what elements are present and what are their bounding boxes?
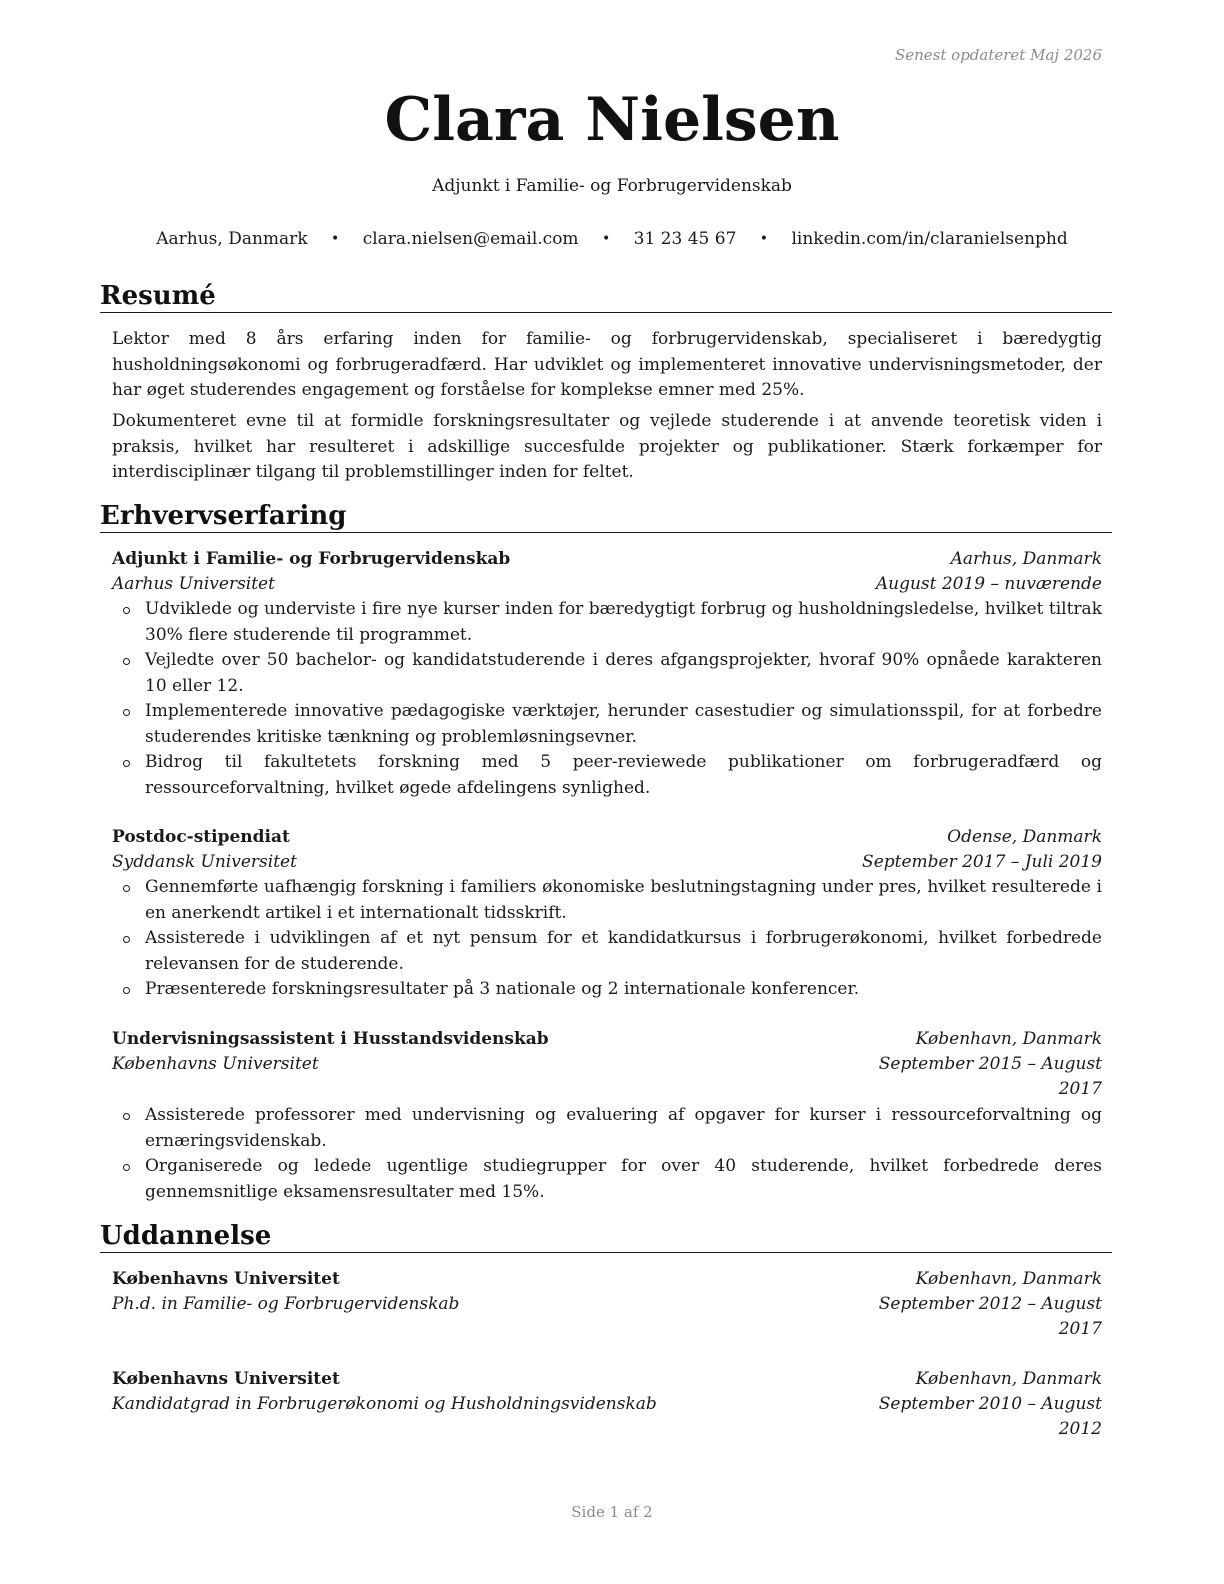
circle-bullet-icon bbox=[123, 658, 130, 665]
bullet-separator: • bbox=[601, 231, 611, 247]
list-item: Vejledte over 50 bachelor- og kandidatstuderende i deres afgangsprojekter, hvoraf 90% opnåede karakteren 10 eller 12. bbox=[112, 648, 1102, 699]
circle-bullet-icon bbox=[123, 709, 130, 716]
education-school: Københavns Universitet bbox=[112, 1369, 340, 1389]
job-location: Aarhus, Danmark bbox=[950, 549, 1102, 569]
list-item: Bidrog til fakultetets forskning med 5 peer-reviewede publikationer om forbrugeradfærd og ressourceforvaltning, hvilket øgede afdelingens synlighed. bbox=[112, 750, 1102, 801]
education-dates: 2012 bbox=[1058, 1419, 1102, 1439]
list-item: Assisterede professorer med undervisning og evaluering af opgaver for kurser i ressourceforvaltning og ernæringsvidenskab. bbox=[112, 1103, 1102, 1154]
job-dates: September 2015 – August bbox=[878, 1054, 1102, 1074]
job-bullets bbox=[112, 875, 1102, 1003]
candidate-name: Clara Nielsen bbox=[384, 85, 840, 155]
education-dates: 2017 bbox=[1058, 1319, 1102, 1339]
job-location: Odense, Danmark bbox=[947, 827, 1102, 847]
summary-paragraph: Lektor med 8 års erfaring inden for familie- og forbrugervidenskab, specialiseret i bæredygtig husholdningsøkonomi og forbrugeradfærd. Har udviklet og implementeret innovative undervisningsmetoder, der har øget studerendes engagement og forståelse for komplekse emner med 25%. bbox=[112, 329, 1102, 400]
candidate-title: Adjunkt i Familie- og Forbrugervidenskab bbox=[432, 176, 792, 196]
circle-bullet-icon bbox=[123, 607, 130, 614]
contact-email[interactable]: clara.nielsen@email.com bbox=[362, 229, 579, 249]
job-organization: Aarhus Universitet bbox=[112, 574, 275, 594]
job-dates: 2017 bbox=[1058, 1079, 1102, 1099]
contact-line bbox=[0, 229, 1224, 249]
circle-bullet-icon bbox=[123, 1113, 130, 1120]
section-heading-education: Uddannelse bbox=[100, 1220, 1112, 1253]
bullet-separator: • bbox=[759, 231, 769, 247]
page-number: Side 1 af 2 bbox=[571, 1503, 653, 1521]
circle-bullet-icon bbox=[123, 760, 130, 767]
list-item: Implementerede innovative pædagogiske værktøjer, herunder casestudier og simulationsspil, for at forbedre studerendes kritiske tænkning og problemløsningsevner. bbox=[112, 699, 1102, 750]
list-item: Præsenterede forskningsresultater på 3 nationale og 2 internationale konferencer. bbox=[112, 977, 1102, 1003]
circle-bullet-icon bbox=[123, 987, 130, 994]
education-location: København, Danmark bbox=[915, 1269, 1102, 1289]
contact-location: Aarhus, Danmark bbox=[156, 229, 308, 249]
job-organization: Københavns Universitet bbox=[112, 1054, 319, 1074]
list-item: Organiserede og ledede ugentlige studiegrupper for over 40 studerende, hvilket forbedrede deres gennemsnitlige eksamensresultater med 15%. bbox=[112, 1154, 1102, 1205]
education-location: København, Danmark bbox=[915, 1369, 1102, 1389]
bullet-separator: • bbox=[331, 231, 340, 247]
contact-linkedin[interactable]: linkedin.com/in/claranielsenphd bbox=[791, 229, 1068, 249]
last-updated: Senest opdateret Maj 2026 bbox=[894, 46, 1102, 64]
job-organization: Syddansk Universitet bbox=[112, 852, 297, 872]
summary-paragraph: Dokumenteret evne til at formidle forskningsresultater og vejlede studerende i at anvende teoretisk viden i praksis, hvilket har resulteret i adskillige succesfulde projekter og publikationer. Stærk forkæmper for interdisciplinær tilgang til problemstillinger inden for feltet. bbox=[112, 411, 1102, 482]
job-title: Postdoc-stipendiat bbox=[112, 827, 290, 847]
list-item: Assisterede i udviklingen af et nyt pensum for et kandidatkursus i forbrugerøkonomi, hvilket forbedrede relevansen for de studerende. bbox=[112, 926, 1102, 977]
list-item: Udviklede og underviste i fire nye kurser inden for bæredygtigt forbrug og husholdningsledelse, hvilket tiltrak 30% flere studerende til programmet. bbox=[112, 597, 1102, 648]
job-bullets bbox=[112, 597, 1102, 801]
circle-bullet-icon bbox=[123, 1164, 130, 1171]
job-dates: August 2019 – nuværende bbox=[875, 574, 1102, 594]
job-title: Undervisningsassistent i Husstandsvidenskab bbox=[112, 1029, 549, 1049]
education-degree: Kandidatgrad in Forbrugerøkonomi og Husholdningsvidenskab bbox=[112, 1394, 657, 1414]
job-bullets bbox=[112, 1103, 1102, 1205]
education-dates: September 2012 – August bbox=[878, 1294, 1102, 1314]
circle-bullet-icon bbox=[123, 936, 130, 943]
circle-bullet-icon bbox=[123, 885, 130, 892]
section-heading-summary: Resumé bbox=[100, 280, 1112, 313]
education-dates: September 2010 – August bbox=[878, 1394, 1102, 1414]
education-degree: Ph.d. in Familie- og Forbrugervidenskab bbox=[112, 1294, 460, 1314]
contact-phone: 31 23 45 67 bbox=[633, 229, 737, 249]
list-item: Gennemførte uafhængig forskning i familiers økonomiske beslutningstagning under pres, hvilket resulterede i en anerkendt artikel i et internationalt tidsskrift. bbox=[112, 875, 1102, 926]
job-dates: September 2017 – Juli 2019 bbox=[862, 852, 1102, 872]
education-school: Københavns Universitet bbox=[112, 1269, 340, 1289]
section-heading-experience: Erhvervserfaring bbox=[100, 500, 1112, 533]
job-title: Adjunkt i Familie- og Forbrugervidenskab bbox=[112, 549, 511, 569]
job-location: København, Danmark bbox=[915, 1029, 1102, 1049]
